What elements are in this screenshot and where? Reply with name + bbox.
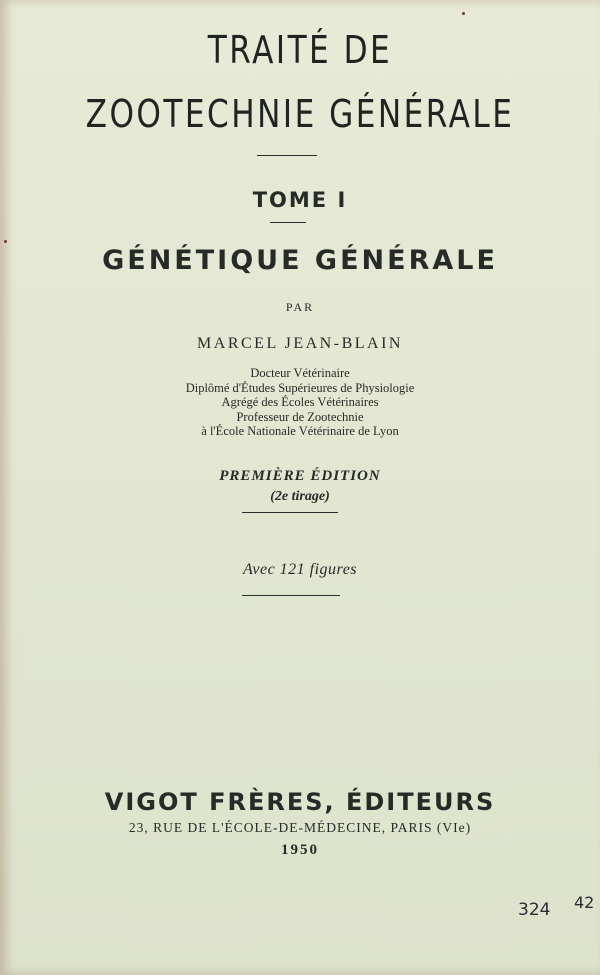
credential-line: Professeur de Zootechnie <box>236 409 364 424</box>
title-divider <box>257 155 317 156</box>
author-name: MARCEL JEAN-BLAIN <box>197 335 403 352</box>
author-credentials <box>0 366 600 439</box>
edition-label: PREMIÈRE ÉDITION <box>219 468 381 484</box>
credential-line: Agrégé des Écoles Vétérinaires <box>221 395 379 410</box>
publisher-address: 23, RUE DE L'ÉCOLE-DE-MÉDECINE, PARIS (VIe) <box>128 820 472 835</box>
paper-spot <box>462 12 465 15</box>
title-line-2: ZOOTECHNIE GÉNÉRALE <box>85 92 515 136</box>
credential-line: Diplômé d'Études Supérieures de Physiologie <box>185 380 415 395</box>
printing-label: (2e tirage) <box>270 489 330 504</box>
figures-divider <box>242 595 340 596</box>
credential-line: à l'École Nationale Vétérinaire de Lyon <box>201 424 399 439</box>
figures-count: Avec 121 figures <box>242 561 358 578</box>
paper-spot <box>4 240 7 243</box>
shelf-mark: 324 <box>518 900 551 920</box>
title-line-1: TRAITÉ DE <box>207 28 393 72</box>
edition-divider <box>242 512 338 513</box>
volume-label: TOME I <box>252 188 348 212</box>
volume-divider <box>270 222 306 223</box>
credential-line: Docteur Vétérinaire <box>250 366 350 380</box>
shelf-mark-2: 42 <box>574 893 595 912</box>
by-label: PAR <box>285 300 315 314</box>
subtitle: GÉNÉTIQUE GÉNÉRALE <box>102 245 498 276</box>
publication-year: 1950 <box>281 842 319 858</box>
publisher-name: VIGOT FRÈRES, ÉDITEURS <box>104 788 496 816</box>
